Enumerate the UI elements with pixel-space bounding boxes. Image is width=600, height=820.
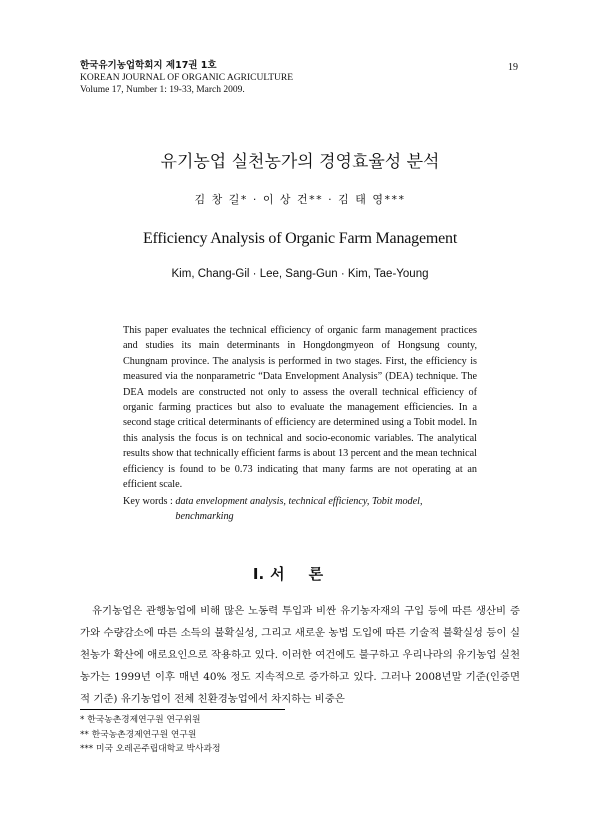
paper-title-ko: 유기농업 실천농가의 경영효율성 분석: [160, 152, 440, 172]
keywords: [123, 494, 477, 524]
footnote-2: ** 한국농촌경제연구원 연구원: [80, 729, 197, 740]
abstract: This paper evaluates the technical efficiency of organic farm management practices and studies its main determinants in Hongdongmyeon of Hongsung county, Chungnam province. The analysis is performed in two stages. First, the efficiency is measured via the nonparametric “Data Envelopment Analysis” (DEA) technique. The DEA models are constructed not only to assess the overall technical efficiency of organic farming practices but also to evaluate the management efficiencies. In a second stage critical determinants of efficiency are determined using a Tobit model. In this analysis the focus is on technical and socio-economic variables. The analytical results show that technically efficient farms is about 13 percent and the mean technical efficiency is found to be 0.73 indicating that many farms are not operating at an efficient scale.: [123, 325, 477, 491]
authors-en: Kim, Chang-Gil · Lee, Sang-Gun · Kim, Tae-Young: [171, 268, 429, 280]
footnote-1: * 한국농촌경제연구원 연구위원: [80, 715, 201, 725]
body-paragraph: 유기농업은 관행농업에 비해 많은 노동력 투입과 비싼 유기농자재의 구입 등에 따른 생산비 증가와 수량감소에 따른 소득의 불확실성, 그리고 새로운 농법 도입에 따른 기술적 불확실성 등이 실천농가 확산에 애로요인으로 작용하고 있다. 이러한 여건에도 불구하고 우리나라의 유기농업 실천농가는 1999년 이후 매년 40% 정도 지속적으로 증가하고 있다. 그러나 2008년말 기준(인증면적 기준) 유기농업이 전체 친환경농업에서 차지하는 비중은: [80, 605, 520, 705]
section-number: I.: [252, 565, 265, 583]
journal-name-en: KOREAN JOURNAL OF ORGANIC AGRICULTURE: [80, 73, 294, 83]
authors-ko: 김 창 길* · 이 상 건** · 김 태 영***: [194, 193, 406, 206]
journal-header: [80, 60, 293, 96]
body-text: [80, 600, 520, 710]
section-title: 서론: [270, 565, 348, 583]
journal-name-ko: 한국유기농업학회지 제17권 1호: [80, 60, 217, 71]
keywords-values: data envelopment analysis, technical efficiency, Tobit model, benchmarking: [175, 496, 423, 522]
section-heading: [0, 563, 600, 584]
journal-volume: Volume 17, Number 1: 19-33, March 2009.: [80, 85, 245, 95]
footnote-divider: [80, 709, 285, 710]
footnote-3: *** 미국 오레곤주립대학교 박사과정: [80, 744, 221, 754]
paper-title-en: Efficiency Analysis of Organic Farm Management: [142, 230, 458, 247]
keywords-label: Key words :: [123, 496, 176, 507]
page-number: 19: [508, 62, 518, 73]
footnotes: [80, 713, 221, 757]
